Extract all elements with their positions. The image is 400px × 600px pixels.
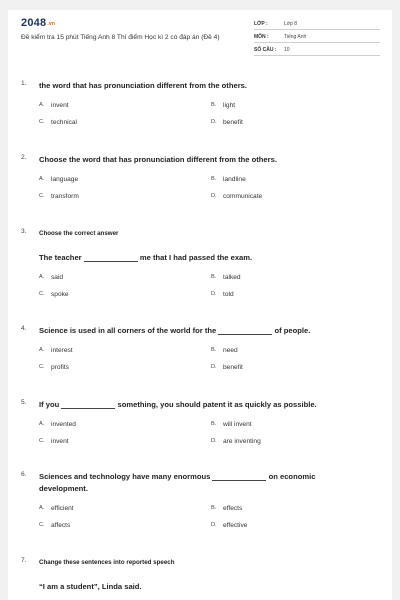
option-d[interactable]: D. effective <box>211 522 248 529</box>
option-b[interactable]: B. need <box>211 347 238 354</box>
meta-subject-row <box>254 30 380 43</box>
question-stem: Choose the correct answer <box>39 230 119 237</box>
meta-subject-label: MÔN : <box>254 34 269 40</box>
option-b[interactable]: B. landline <box>211 176 246 183</box>
option-c[interactable]: C. invent <box>39 438 69 445</box>
answer-blank <box>212 472 266 481</box>
question-5 <box>8 399 392 471</box>
question-stem: Change these sentences into reported speech <box>39 559 175 566</box>
meta-count-label: SỐ CÂU : <box>254 47 277 53</box>
meta-count-row <box>254 43 380 56</box>
option-c[interactable]: C. affects <box>39 522 71 529</box>
answer-options <box>39 347 380 371</box>
question-stem: If you something, you should patent it as quickly as possible. <box>39 400 317 409</box>
question-sentence: The teacher me that I had passed the exam. <box>39 253 253 262</box>
question-stem: Choose the word that has pronunciation different from the others. <box>39 155 277 164</box>
question-number: 4. <box>21 325 27 332</box>
answer-options <box>39 421 380 445</box>
answer-blank <box>84 253 138 262</box>
option-a[interactable]: A. invented <box>39 421 76 428</box>
option-a[interactable]: A. interest <box>39 347 73 354</box>
option-a[interactable]: A. invent <box>39 102 69 109</box>
meta-class-row <box>254 17 380 30</box>
question-4 <box>8 325 392 399</box>
option-c[interactable]: C. profits <box>39 364 69 371</box>
question-list <box>8 80 392 600</box>
option-a[interactable]: A. language <box>39 176 79 183</box>
option-c[interactable]: C. transform <box>39 193 79 200</box>
option-b[interactable]: B. light <box>211 102 236 109</box>
question-sentence: “I am a student”, Linda said. <box>39 582 142 591</box>
meta-class-value: Lớp 8 <box>284 21 298 27</box>
option-c[interactable]: C. technical <box>39 119 78 126</box>
question-number: 6. <box>21 471 27 478</box>
option-d[interactable]: D. benefit <box>211 119 243 126</box>
question-3 <box>8 228 392 325</box>
meta-count-value: 10 <box>284 47 290 53</box>
question-number: 7. <box>21 557 27 564</box>
answer-blank <box>218 326 272 335</box>
option-b[interactable]: B. effects <box>211 505 243 512</box>
question-number: 2. <box>21 154 27 161</box>
option-d[interactable]: D. communicate <box>211 193 263 200</box>
worksheet-header <box>8 10 392 68</box>
meta-class-label: LỚP : <box>254 21 268 27</box>
answer-options <box>39 102 380 126</box>
option-a[interactable]: A. said <box>39 274 64 281</box>
option-a[interactable]: A. efficient <box>39 505 74 512</box>
answer-options <box>39 505 380 529</box>
option-c[interactable]: C. spoke <box>39 291 69 298</box>
worksheet-title: Đề kiểm tra 15 phút Tiếng Anh 8 Thí điểm Học kì 2 có đáp án (Đề 4) <box>21 34 220 41</box>
option-b[interactable]: B. will invent <box>211 421 252 428</box>
answer-options <box>39 274 380 298</box>
question-stem: Science is used in all corners of the world for the of people. <box>39 326 311 335</box>
question-number: 5. <box>21 399 27 406</box>
option-d[interactable]: D. are inventing <box>211 438 261 445</box>
site-logo[interactable]: 2048.vn <box>21 17 56 29</box>
question-2 <box>8 154 392 228</box>
question-number: 1. <box>21 80 27 87</box>
meta-subject-value: Tiếng Anh <box>284 34 307 40</box>
worksheet-meta <box>254 17 380 56</box>
worksheet-page <box>8 10 392 600</box>
question-6 <box>8 471 392 557</box>
option-d[interactable]: D. benefit <box>211 364 243 371</box>
question-1 <box>8 80 392 154</box>
option-d[interactable]: D. told <box>211 291 234 298</box>
question-stem: Sciences and technology have many enormous on economic development. <box>39 472 316 493</box>
answer-options <box>39 176 380 200</box>
option-b[interactable]: B. talked <box>211 274 241 281</box>
answer-blank <box>61 400 115 409</box>
question-7 <box>8 557 392 600</box>
question-stem: the word that has pronunciation different from the others. <box>39 81 247 90</box>
question-number: 3. <box>21 228 27 235</box>
